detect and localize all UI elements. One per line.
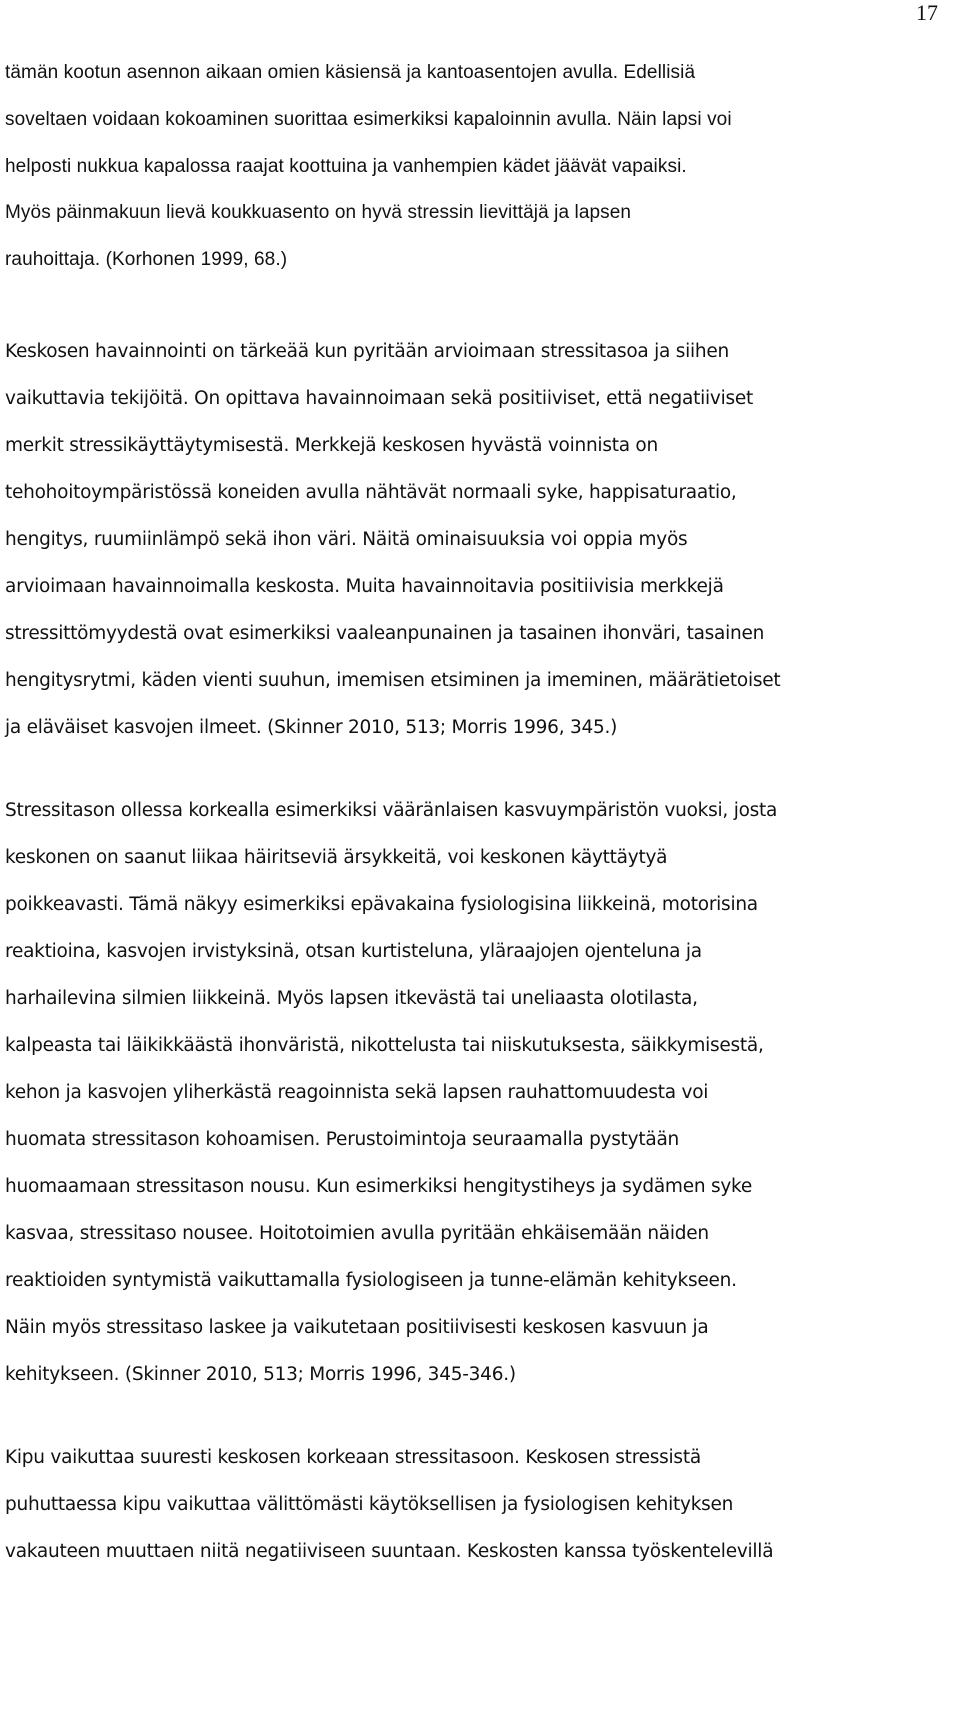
text-line: reaktioina, kasvojen irvistyksinä, otsan kurtisteluna, yläraajojen ojenteluna ja <box>5 941 702 962</box>
text-line: huomaamaan stressitason nousu. Kun esimerkiksi hengitystiheys ja sydämen syke <box>5 1176 752 1197</box>
text-line: tämän kootun asennon aikaan omien käsiensä ja kantoasentojen avulla. Edellisiä <box>5 62 696 83</box>
text-line: Näin myös stressitaso laskee ja vaikutetaan positiivisesti keskosen kasvuun ja <box>5 1317 709 1338</box>
text-line: helposti nukkua kapalossa raajat koottuina ja vanhempien kädet jäävät vapaiksi. <box>5 155 687 177</box>
paragraph-positioning <box>5 50 950 284</box>
text-line: keskonen on saanut liikaa häiritseviä ärsykkeitä, voi keskonen käyttäytyä <box>5 847 668 868</box>
paragraph-pain <box>5 1434 950 1575</box>
text-line: Stressitason ollessa korkealla esimerkiksi vääränlaisen kasvuympäristön vuoksi, josta <box>5 800 778 821</box>
text-line: merkit stressikäyttäytymisestä. Merkkejä keskosen hyvästä voinnista on <box>5 435 658 456</box>
text-line: Myös päinmakuun lievä koukkuasento on hyvä stressin lievittäjä ja lapsen <box>5 202 632 224</box>
text-line: huomata stressitason kohoamisen. Perustoimintoja seuraamalla pystytään <box>5 1129 680 1150</box>
text-line: stressittömyydestä ovat esimerkiksi vaaleanpunainen ja tasainen ihonväri, tasainen <box>5 623 765 644</box>
text-line: Kipu vaikuttaa suuresti keskosen korkeaan stressitasoon. Keskosen stressistä <box>5 1447 701 1468</box>
paragraph-observation <box>5 328 950 751</box>
text-line: kalpeasta tai läikikkäästä ihonväristä, nikottelusta tai niiskutuksesta, säikkymisestä, <box>5 1035 764 1056</box>
text-line: ja eläväiset kasvojen ilmeet. (Skinner 2010, 513; Morris 1996, 345.) <box>5 717 618 738</box>
text-line: kehitykseen. (Skinner 2010, 513; Morris 1996, 345-346.) <box>5 1364 516 1385</box>
paragraph-stress-level <box>5 787 950 1398</box>
text-line: hengitys, ruumiinlämpö sekä ihon väri. Näitä ominaisuuksia voi oppia myös <box>5 529 688 550</box>
text-line: poikkeavasti. Tämä näkyy esimerkiksi epävakaina fysiologisina liikkeinä, motorisina <box>5 894 758 915</box>
text-line: kehon ja kasvojen yliherkästä reagoinnista sekä lapsen rauhattomuudesta voi <box>5 1082 709 1103</box>
text-line: arvioimaan havainnoimalla keskosta. Muita havainnoitavia positiivisia merkkejä <box>5 576 724 597</box>
text-line: soveltaen voidaan kokoaminen suorittaa esimerkiksi kapaloinnin avulla. Näin lapsi voi <box>5 108 732 130</box>
text-line: vakauteen muuttaen niitä negatiiviseen suuntaan. Keskosten kanssa työskentelevillä <box>5 1541 774 1562</box>
text-line: tehohoitoympäristössä koneiden avulla nähtävät normaali syke, happisaturaatio, <box>5 482 737 503</box>
text-line: vaikuttavia tekijöitä. On opittava havainnoimaan sekä positiiviset, että negatiiviset <box>5 388 754 409</box>
text-line: harhailevina silmien liikkeinä. Myös lapsen itkevästä tai uneliaasta olotilasta, <box>5 988 698 1009</box>
text-line: puhuttaessa kipu vaikuttaa välittömästi käytöksellisen ja fysiologisen kehityksen <box>5 1494 734 1515</box>
text-line: kasvaa, stressitaso nousee. Hoitotoimien avulla pyritään ehkäisemään näiden <box>5 1223 709 1244</box>
page-number: 17 <box>916 0 938 25</box>
text-line: rauhoittaja. (Korhonen 1999, 68.) <box>5 249 288 271</box>
text-line: Keskosen havainnointi on tärkeää kun pyritään arvioimaan stressitasoa ja siihen <box>5 341 729 362</box>
text-line: reaktioiden syntymistä vaikuttamalla fysiologiseen ja tunne-elämän kehitykseen. <box>5 1270 737 1291</box>
text-line: hengitysrytmi, käden vienti suuhun, imemisen etsiminen ja imeminen, määrätietoiset <box>5 670 781 691</box>
